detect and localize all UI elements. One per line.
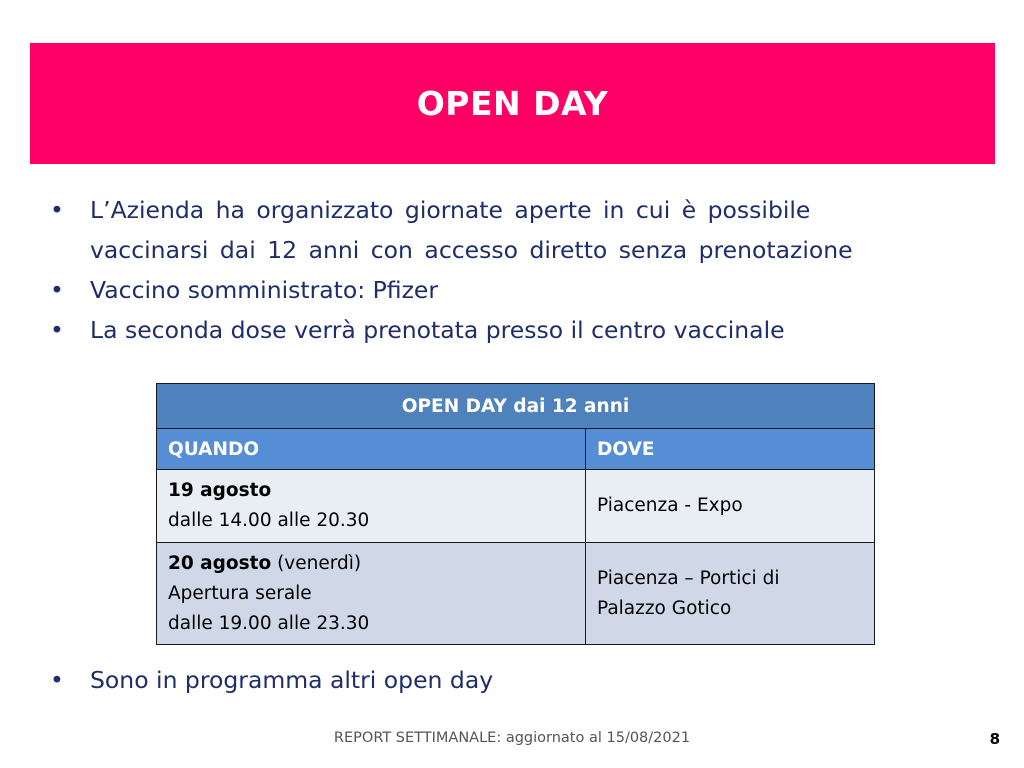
date-suffix: (venerdì) <box>271 552 362 574</box>
time-range: dalle 19.00 alle 23.30 <box>168 612 370 634</box>
bullet-text: Sono in programma altri open day <box>90 666 494 694</box>
opening-note: Apertura serale <box>168 582 312 604</box>
cell-when <box>157 543 586 645</box>
bullet-text: Vaccino somministrato: Pfizer <box>90 276 439 304</box>
bullet-marker: • <box>50 316 64 344</box>
page-title: OPEN DAY <box>416 84 609 123</box>
title-banner <box>30 43 995 164</box>
bullet-text-continued: vaccinarsi dai 12 anni con accesso diretto senza prenotazione <box>90 236 853 264</box>
column-header-where: DOVE <box>586 429 875 470</box>
open-day-table <box>156 383 875 645</box>
time-range: dalle 14.00 alle 20.30 <box>168 510 370 531</box>
bullet-item <box>50 310 980 350</box>
bullet-item <box>50 190 980 270</box>
bullet-marker: • <box>50 276 64 304</box>
table-title: OPEN DAY dai 12 anni <box>157 384 875 429</box>
page-number: 8 <box>989 730 1000 748</box>
date-label: 20 agosto <box>168 552 272 574</box>
cell-where <box>586 470 875 543</box>
bullet-marker: • <box>50 666 64 694</box>
cell-when <box>157 470 586 543</box>
bullet-item <box>50 270 980 310</box>
bullet-text: La seconda dose verrà prenotata presso il centro vaccinale <box>90 316 785 344</box>
bullet-list-bottom <box>50 660 980 700</box>
table-row <box>157 543 875 645</box>
bullet-text: L’Azienda ha organizzato giornate aperte in cui è possibile <box>90 196 811 224</box>
location: Piacenza – Portici di <box>597 567 780 589</box>
table-row <box>157 470 875 543</box>
bullet-list <box>50 190 980 350</box>
footer-text: REPORT SETTIMANALE: aggiornato al 15/08/2021 <box>333 730 691 746</box>
date-label: 19 agosto <box>168 480 272 501</box>
column-header-when: QUANDO <box>157 429 586 470</box>
cell-where <box>586 543 875 645</box>
location: Piacenza - Expo <box>597 495 743 516</box>
bullet-item <box>50 660 980 700</box>
location-continued: Palazzo Gotico <box>597 597 732 619</box>
bullet-marker: • <box>50 196 64 224</box>
